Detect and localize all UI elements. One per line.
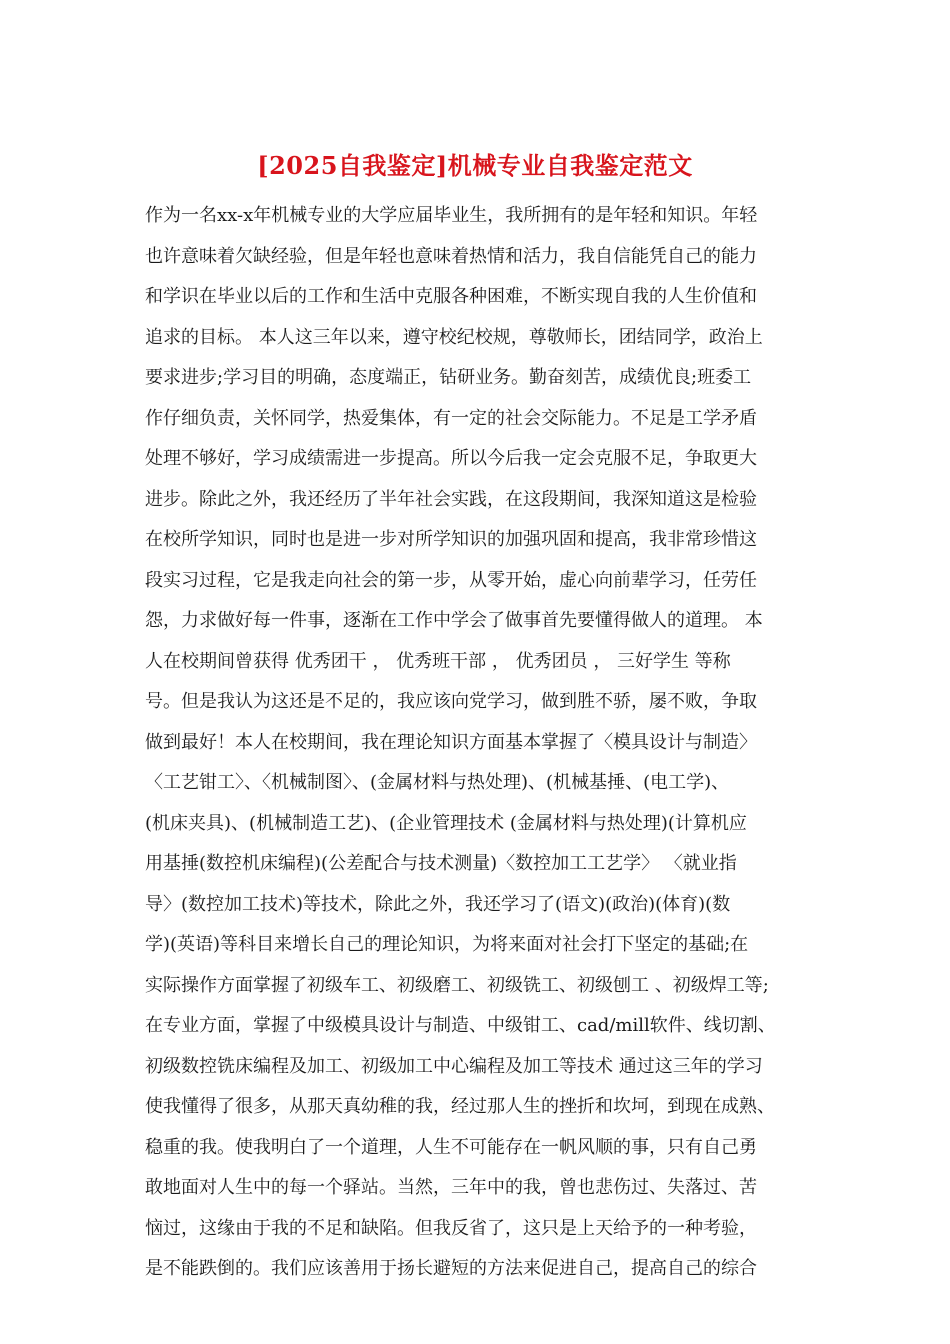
text-line: 初级数控铣床编程及加工、初级加工中心编程及加工等技术 通过这三年的学习 xyxy=(145,1055,763,1077)
text-line: 稳重的我。使我明白了一个道理，人生不可能存在一帆风顺的事，只有自己勇 xyxy=(145,1136,757,1158)
text-line: 作仔细负责，关怀同学，热爱集体，有一定的社会交际能力。不足是工学矛盾 xyxy=(145,407,757,429)
text-line: 恼过，这缘由于我的不足和缺陷。但我反省了，这只是上天给予的一种考验， xyxy=(145,1217,757,1239)
text-line: 也许意味着欠缺经验，但是年轻也意味着热情和活力，我自信能凭自己的能力 xyxy=(145,245,757,267)
text-line: 做到最好！本人在校期间，我在理论知识方面基本掌握了〈模具设计与制造〉 xyxy=(145,731,757,753)
text-line: 人在校期间曾获得 优秀团干 ， 优秀班干部 ， 优秀团员 ， 三好学生 等称 xyxy=(145,650,731,672)
text-line: 进步。除此之外，我还经历了半年社会实践，在这段期间，我深知道这是检验 xyxy=(145,488,757,510)
text-line: 追求的目标。 本人这三年以来，遵守校纪校规，尊敬师长，团结同学，政治上 xyxy=(145,326,763,348)
text-line: 处理不够好，学习成绩需进一步提高。所以今后我一定会克服不足，争取更大 xyxy=(145,448,757,469)
text-line: 导〉(数控加工技术)等技术，除此之外，我还学习了(语文)(政治)(体育)(数 xyxy=(145,893,731,915)
text-line: 作为一名xx-x年机械专业的大学应届毕业生，我所拥有的是年轻和知识。年轻 xyxy=(145,205,758,226)
text-line: 用基捶(数控机床编程)(公差配合与技术测量)〈数控加工工艺学〉 〈就业指 xyxy=(145,853,737,874)
text-line: 实际操作方面掌握了初级车工、初级磨工、初级铣工、初级刨工 、初级焊工等; xyxy=(145,974,769,996)
text-line: 和学识在毕业以后的工作和生活中克服各种困难，不断实现自我的人生价值和 xyxy=(145,286,757,307)
text-line: 使我懂得了很多，从那天真幼稚的我，经过那人生的挫折和坎坷，到现在成熟、 xyxy=(145,1096,775,1117)
text-line: 学)(英语)等科目来增长自己的理论知识，为将来面对社会打下坚定的基础;在 xyxy=(145,934,749,955)
text-line: 段实习过程，它是我走向社会的第一步，从零开始，虚心向前辈学习，任劳任 xyxy=(145,569,757,591)
text-line: 号。但是我认为这还是不足的，我应该向党学习，做到胜不骄，屡不败，争取 xyxy=(145,691,757,712)
body-text xyxy=(145,196,815,1290)
text-line: 怨，力求做好每一件事，逐渐在工作中学会了做事首先要懂得做人的道理。 本 xyxy=(145,610,763,631)
text-line: 敢地面对人生中的每一个驿站。当然，三年中的我，曾也悲伤过、失落过、苦 xyxy=(145,1177,757,1198)
text-line: 在校所学知识，同时也是进一步对所学知识的加强巩固和提高，我非常珍惜这 xyxy=(145,529,757,550)
text-line: 〈工艺钳工〉、〈机械制图〉、(金属材料与热处理)、(机械基捶、(电工学)、 xyxy=(145,772,730,793)
text-line: 要求进步;学习目的明确，态度端正，钻研业务。勤奋刻苦，成绩优良;班委工 xyxy=(145,367,752,388)
page-title: [2025自我鉴定]机械专业自我鉴定范文 xyxy=(257,151,693,180)
text-line: (机床夹具)、(机械制造工艺)、(企业管理技术 (金属材料与热处理)(计算机应 xyxy=(145,812,747,834)
text-line: 是不能跌倒的。我们应该善用于扬长避短的方法来促进自己，提高自己的综合 xyxy=(145,1258,757,1279)
text-line: 在专业方面，掌握了中级模具设计与制造、中级钳工、cad/mill软件、线切割、 xyxy=(145,1015,776,1036)
